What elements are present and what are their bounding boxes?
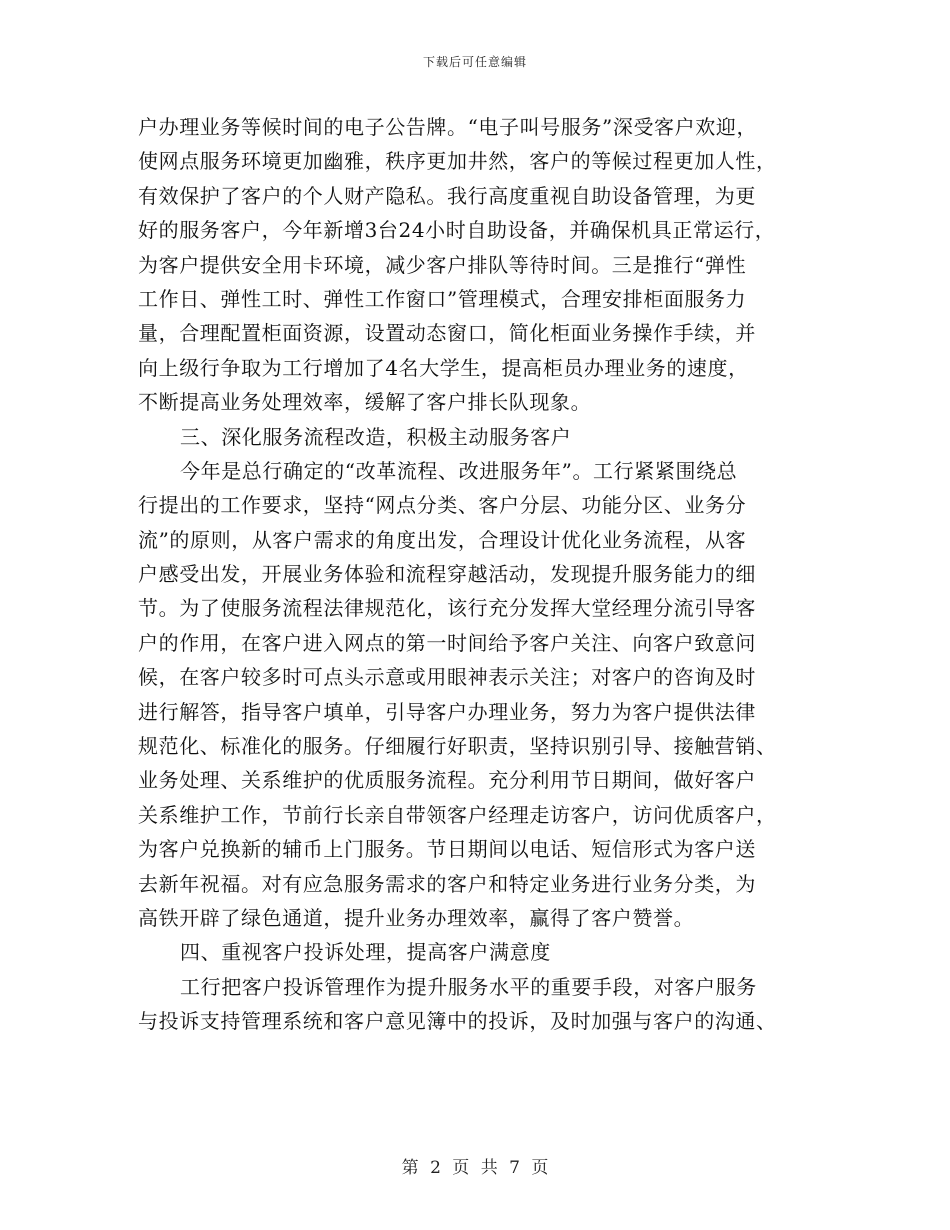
text-line: 与投诉支持管理系统和客户意见簿中的投诉，及时加强与客户的沟通、 [138,1009,777,1034]
text-line: 流”的原则，从客户需求的角度出发，合理设计优化业务流程，从客 [138,527,747,552]
page-number-footer: 第 2 页 共 7 页 [401,1158,549,1178]
text-line: 行提出的工作要求，坚持“网点分类、客户分层、功能分区、业务分 [138,493,747,518]
text-line: 今年是总行确定的“改革流程、改进服务年”。工行紧紧围绕总 [180,458,738,483]
text-line: 业务处理、关系维护的优质服务流程。充分利用节日期间，做好客户 [138,768,756,793]
text-line: 高铁开辟了绿色通道，提升业务办理效率，赢得了客户赞誉。 [138,905,695,930]
text-line: 关系维护工作，节前行长亲自带领客户经理走访客户，访问优质客户， [138,802,777,827]
text-line: 为客户兑换新的辅币上门服务。节日期间以电话、短信形式为客户送 [138,837,756,862]
text-line: 工行把客户投诉管理作为提升服务水平的重要手段，对客户服务 [180,974,757,999]
text-line: 节。为了使服务流程法律规范化，该行充分发挥大堂经理分流引导客 [138,596,756,621]
text-line: 不断提高业务处理效率，缓解了客户排长队现象。 [138,390,592,415]
text-line: 为客户提供安全用卡环境，减少客户排队等待时间。三是推行“弹性 [138,252,747,277]
text-line: 规范化、标准化的服务。仔细履行好职责，坚持识别引导、接触营销、 [138,734,777,759]
text-line: 向上级行争取为工行增加了4名大学生，提高柜员办理业务的速度， [138,355,749,380]
text-line: 去新年祝福。对有应急服务需求的客户和特定业务进行业务分类，为 [138,871,756,896]
text-line: 户的作用，在客户进入网点的第一时间给予客户关注、向客户致意问 [138,630,756,655]
text-line: 候，在客户较多时可点头示意或用眼神表示关注；对客户的咨询及时 [138,665,756,690]
text-line: 户感受出发，开展业务体验和流程穿越活动，发现提升服务能力的细 [138,562,756,587]
section-heading: 四、重视客户投诉处理，提高客户满意度 [180,940,551,965]
text-line: 好的服务客户，今年新增3台24小时自助设备，并确保机具正常运行， [138,218,776,243]
text-line: 量，合理配置柜面资源，设置动态窗口，简化柜面业务操作手续，并 [138,321,756,346]
text-line: 进行解答，指导客户填单，引导客户办理业务，努力为客户提供法律 [138,699,756,724]
section-heading: 三、深化服务流程改造，积极主动服务客户 [180,424,572,449]
text-line: 户办理业务等候时间的电子公告牌。“电子叫号服务”深受客户欢迎， [138,115,758,139]
page-header: 下载后可任意编辑 [422,55,527,69]
text-line: 有效保护了客户的个人财产隐私。我行高度重视自助设备管理，为更 [138,183,756,208]
text-line: 工作日、弹性工时、弹性工作窗口”管理模式，合理安排柜面服务力 [138,286,747,311]
text-line: 使网点服务环境更加幽雅，秩序更加井然，客户的等候过程更加人性， [138,149,777,174]
document-body [138,110,818,1039]
